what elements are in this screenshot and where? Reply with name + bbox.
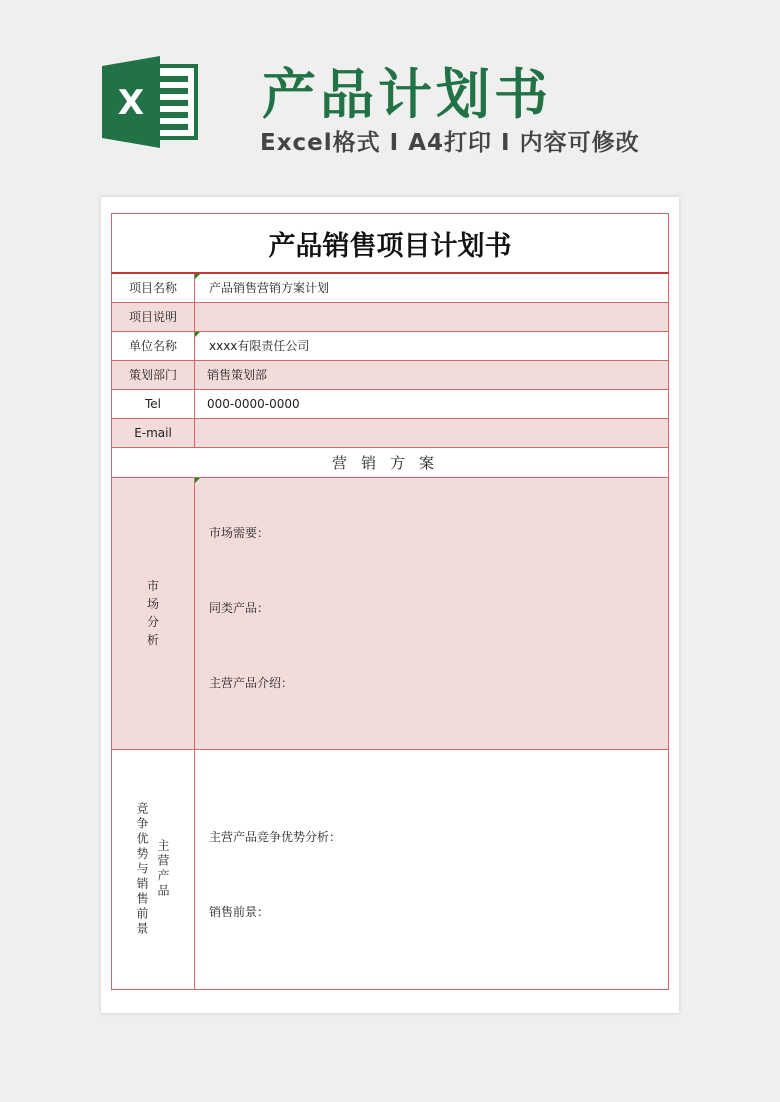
plan-table xyxy=(111,213,669,990)
row-label: 项目名称 xyxy=(112,273,195,302)
row-value[interactable]: 000-0000-0000 xyxy=(195,389,669,418)
row-label: E-mail xyxy=(112,418,195,447)
section-header: 营销方案 xyxy=(112,447,669,477)
banner-subtitle: Excel格式 I A4打印 I 内容可修改 xyxy=(260,130,640,156)
market-label: 市场分析 xyxy=(146,579,159,647)
row-value[interactable]: 产品销售营销方案计划 xyxy=(195,273,669,302)
market-item: 主营产品介绍： xyxy=(209,675,294,690)
row-value[interactable]: 销售策划部 xyxy=(195,360,669,389)
compete-label-2: 主营产品 xyxy=(156,839,170,899)
compete-label-cell xyxy=(112,749,195,989)
row-value[interactable]: xxxx有限责任公司 xyxy=(195,331,669,360)
document-page xyxy=(101,197,679,1013)
row-label: 单位名称 xyxy=(112,331,195,360)
compete-label-1: 竞争优势与销售前景 xyxy=(135,801,149,937)
row-label: 项目说明 xyxy=(112,302,195,331)
row-value[interactable] xyxy=(195,302,669,331)
compete-item: 销售前景： xyxy=(209,904,270,919)
compete-content[interactable] xyxy=(195,749,669,989)
document-title: 产品销售项目计划书 xyxy=(112,214,669,274)
excel-logo-icon xyxy=(102,56,198,148)
row-label: 策划部门 xyxy=(112,360,195,389)
svg-text:X: X xyxy=(117,83,145,123)
row-label: Tel xyxy=(112,389,195,418)
banner-title: 产品计划书 xyxy=(262,63,552,126)
row-value[interactable] xyxy=(195,418,669,447)
market-item: 同类产品： xyxy=(209,600,270,615)
market-item: 市场需要： xyxy=(209,525,270,540)
market-content[interactable] xyxy=(195,477,669,749)
compete-item: 主营产品竞争优势分析： xyxy=(209,829,342,844)
market-label-cell xyxy=(112,477,195,749)
